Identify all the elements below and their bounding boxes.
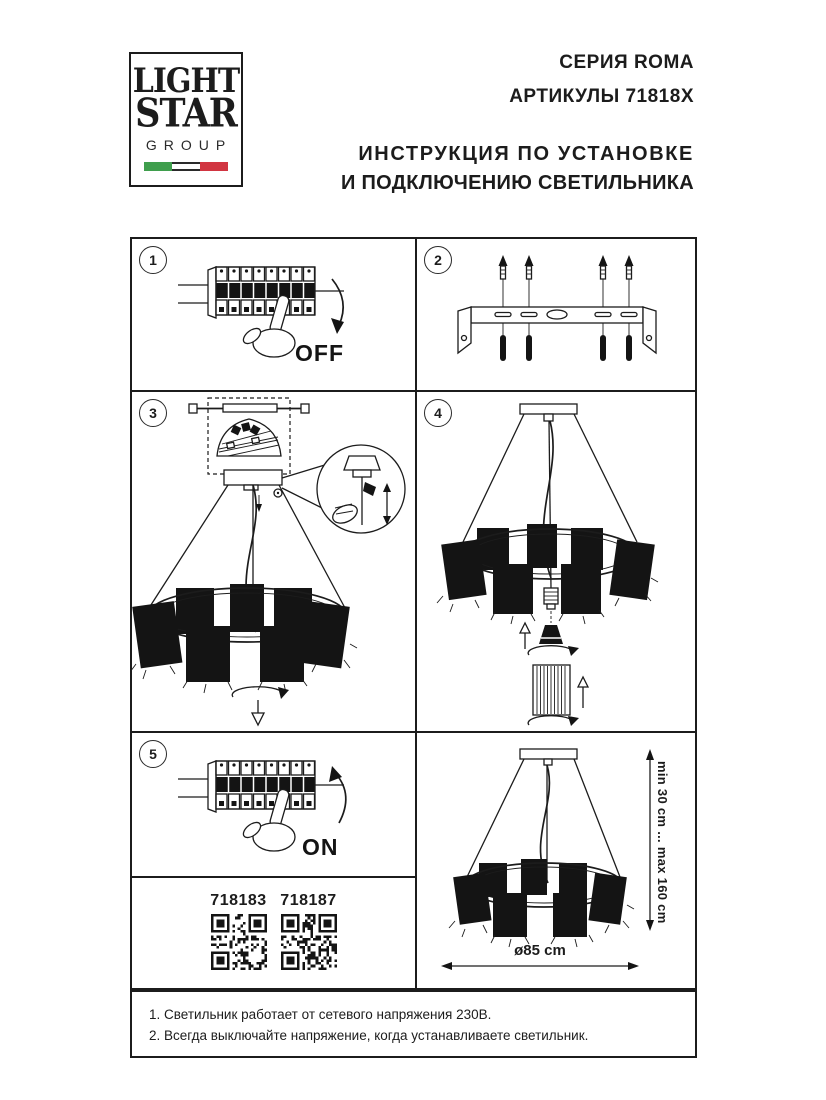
note-2: 2. Всегда выключайте напряжение, когда устанавливаете светильник. <box>149 1028 589 1043</box>
screws <box>499 255 634 307</box>
italian-flag-icon <box>144 162 228 171</box>
safety-notes <box>130 990 697 1058</box>
glass-shade-icon <box>533 665 570 715</box>
qr-code <box>211 914 267 970</box>
title-line-1: ИНСТРУКЦИЯ ПО УСТАНОВКЕ <box>358 143 694 165</box>
chandelier-installation-figure <box>132 392 415 731</box>
rotate-arrow-icon <box>232 687 289 699</box>
circuit-breaker-on-figure <box>132 733 415 876</box>
on-label: ON <box>302 834 339 860</box>
article-qr-panel <box>132 878 415 988</box>
step-4-panel <box>417 392 695 731</box>
article-number: 718183 <box>210 892 267 909</box>
step-1-panel <box>132 239 415 390</box>
step-5-panel <box>132 733 415 876</box>
step-4-badge: 4 <box>424 399 452 427</box>
article-qr-block <box>280 892 338 970</box>
mounting-bracket-figure <box>417 239 695 390</box>
circuit-breaker-off-figure <box>132 239 415 390</box>
dimensions-panel <box>417 733 695 988</box>
wall-anchors <box>500 323 632 361</box>
logo-word-star: STAR <box>135 90 237 137</box>
diameter-label: ø85 cm <box>514 942 566 959</box>
switch-down-arrow-icon <box>331 279 344 334</box>
rotate-arrow-icon <box>528 646 579 656</box>
cable-adjuster-detail-circle <box>317 445 405 533</box>
pull-down-arrow-icon <box>252 700 264 725</box>
articles-title: АРТИКУЛЫ 71818X <box>509 86 694 107</box>
chandelier-ring <box>449 859 634 947</box>
step-2-panel <box>417 239 695 390</box>
qr-code <box>281 914 337 970</box>
halogen-bulb-icon <box>539 625 563 644</box>
logo-word-group: GROUP <box>145 137 233 153</box>
breaker-modules <box>216 761 315 809</box>
title-line-2: И ПОДКЛЮЧЕНИЮ СВЕТИЛЬНИКА <box>340 172 694 194</box>
height-range-label: min 30 cm ... max 160 cm <box>655 761 670 924</box>
insert-up-arrow-icon <box>578 677 588 708</box>
off-label: OFF <box>295 340 344 366</box>
step-1-badge: 1 <box>139 246 167 274</box>
document-header <box>341 52 694 195</box>
article-number: 718187 <box>280 892 337 909</box>
diameter-dimension-line <box>441 962 639 970</box>
rotate-arrow-icon <box>528 716 579 726</box>
chandelier-ring <box>132 584 357 693</box>
switch-up-arrow-icon <box>329 766 346 823</box>
step-2-badge: 2 <box>424 246 452 274</box>
step-3-panel <box>132 392 415 731</box>
step-5-badge: 5 <box>139 740 167 768</box>
bulb-installation-figure <box>417 392 695 731</box>
page-title <box>341 143 694 195</box>
breaker-modules <box>216 267 315 315</box>
instruction-steps-grid <box>130 237 697 990</box>
height-dimension-line <box>646 749 654 931</box>
series-title: СЕРИЯ ROMA <box>559 52 694 73</box>
note-1: 1. Светильник работает от сетевого напряжения 230В. <box>149 1007 492 1022</box>
insert-up-arrow-icon <box>520 623 530 649</box>
lamp-socket <box>544 588 558 609</box>
article-qr-block <box>210 892 268 970</box>
step-3-badge: 3 <box>139 399 167 427</box>
lightstar-logo <box>129 52 243 187</box>
logo-word-light: LIGHT <box>132 61 240 102</box>
